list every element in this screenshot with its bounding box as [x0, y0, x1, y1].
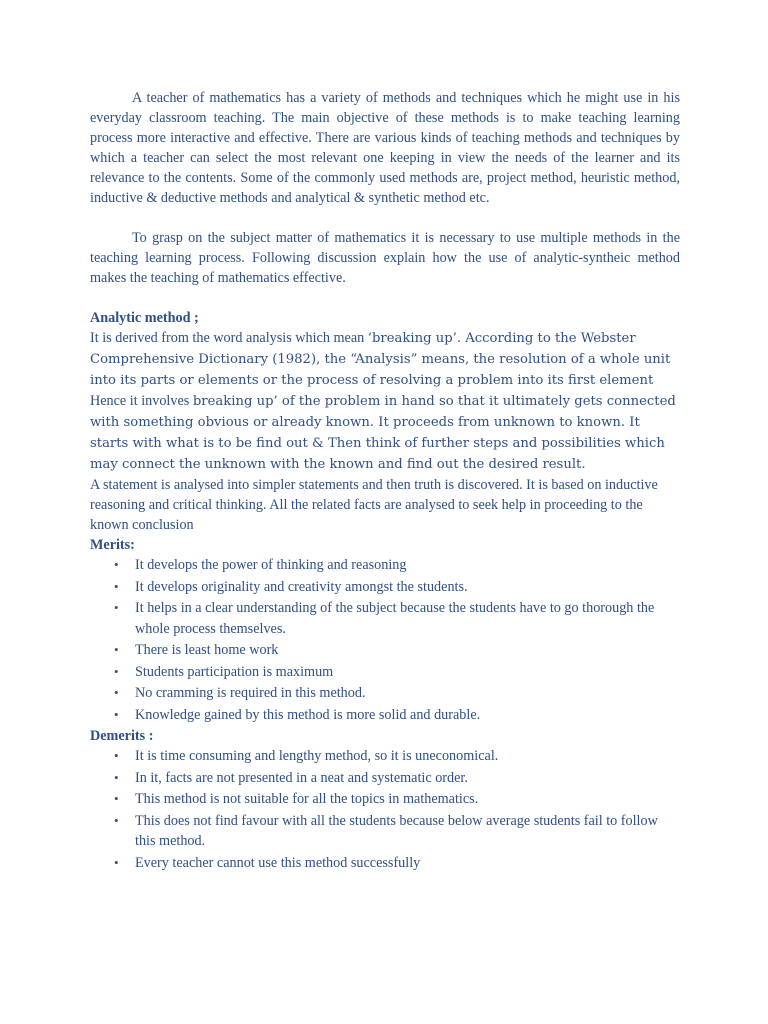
bullet-icon: •	[114, 578, 119, 594]
document-page	[90, 88, 680, 874]
merits-list	[90, 555, 680, 725]
analytic-definition	[90, 328, 680, 475]
demerit-text: It is time consuming and lengthy method, so it is uneconomical.	[135, 748, 499, 764]
list-item	[90, 768, 680, 789]
definition-part-2: ‘breaking up’. According to the Webster Comprehensive Dictionary (1982), the “Analysis” means, the resolution of a whole unit into its parts or elements or the process of resolving a problem into its first element	[90, 331, 671, 388]
bullet-icon: •	[114, 642, 119, 657]
demerit-text: This method is not suitable for all the topics in mathematics.	[135, 791, 479, 807]
definition-part-1: It is derived from the word analysis which mean	[90, 330, 368, 346]
list-item	[90, 662, 680, 683]
intro-paragraph-2: To grasp on the subject matter of mathematics it is necessary to use multiple methods in the teaching learning process. Following discussion explain how the use of analytic-syntheic method makes the teaching of mathematics effective.	[90, 230, 680, 286]
merit-text: Knowledge gained by this method is more solid and durable.	[135, 706, 481, 723]
intro-paragraph-1: A teacher of mathematics has a variety of methods and techniques which he might use in his everyday classroom teaching. The main objective of these methods is to make teaching learning process more interactive and effective. There are various kinds of teaching methods and techniques by which a teacher can select the most relevant one keeping in view the needs of the learner and its relevance to the contents. Some of the commonly used methods are, project method, heuristic method, inductive & deductive methods and analytical & synthetic method etc.	[90, 90, 680, 206]
definition-part-4: breaking up’ of the problem in hand so that it ultimately gets connected with something obvious or already known. It proceeds from unknown to known. It starts with what is to be find out & Then think of further steps and possibilities which may connect the unknown with the known and find out the desired result.	[90, 394, 676, 472]
bullet-icon: •	[114, 748, 119, 763]
list-item	[90, 789, 680, 810]
list-item	[90, 598, 680, 639]
bullet-icon: •	[114, 600, 119, 615]
demerit-text: In it, facts are not presented in a neat and systematic order.	[135, 769, 468, 786]
bullet-icon: •	[114, 812, 119, 828]
analytic-method-heading: Analytic method ;	[90, 310, 199, 326]
list-item	[90, 640, 680, 661]
merit-text: It develops originality and creativity amongst the students.	[135, 578, 468, 595]
merits-label: Merits:	[90, 537, 135, 553]
demerits-list	[90, 746, 680, 873]
list-item	[90, 705, 680, 726]
list-item	[90, 746, 680, 767]
definition-part-3: Hence it involves	[90, 393, 193, 409]
list-item	[90, 577, 680, 598]
demerit-text: Every teacher cannot use this method successfully	[135, 854, 421, 871]
merit-text: No cramming is required in this method.	[135, 685, 366, 701]
bullet-icon: •	[114, 685, 119, 700]
merit-text: It helps in a clear understanding of the subject because the students have to go thorough the whole process themselves.	[135, 600, 655, 637]
list-item	[90, 683, 680, 704]
bullet-icon: •	[114, 854, 119, 870]
merit-text: Students participation is maximum	[135, 663, 334, 680]
demerit-text: This does not find favour with all the students because below average students fail to follow this method.	[135, 812, 658, 849]
merit-text: It develops the power of thinking and reasoning	[135, 557, 407, 573]
bullet-icon: •	[114, 557, 119, 572]
bullet-icon: •	[114, 791, 119, 806]
bullet-icon: •	[114, 706, 119, 722]
bullet-icon: •	[114, 769, 119, 785]
demerits-label: Demerits :	[90, 728, 154, 744]
bullet-icon: •	[114, 663, 119, 679]
analytic-statement: A statement is analysed into simpler statements and then truth is discovered. It is based on inductive reasoning and critical thinking. All the related facts are analysed to seek help in proceeding to the known conclusion	[90, 477, 658, 533]
list-item	[90, 811, 680, 852]
merit-text: There is least home work	[135, 642, 279, 658]
list-item	[90, 853, 680, 874]
list-item	[90, 555, 680, 576]
